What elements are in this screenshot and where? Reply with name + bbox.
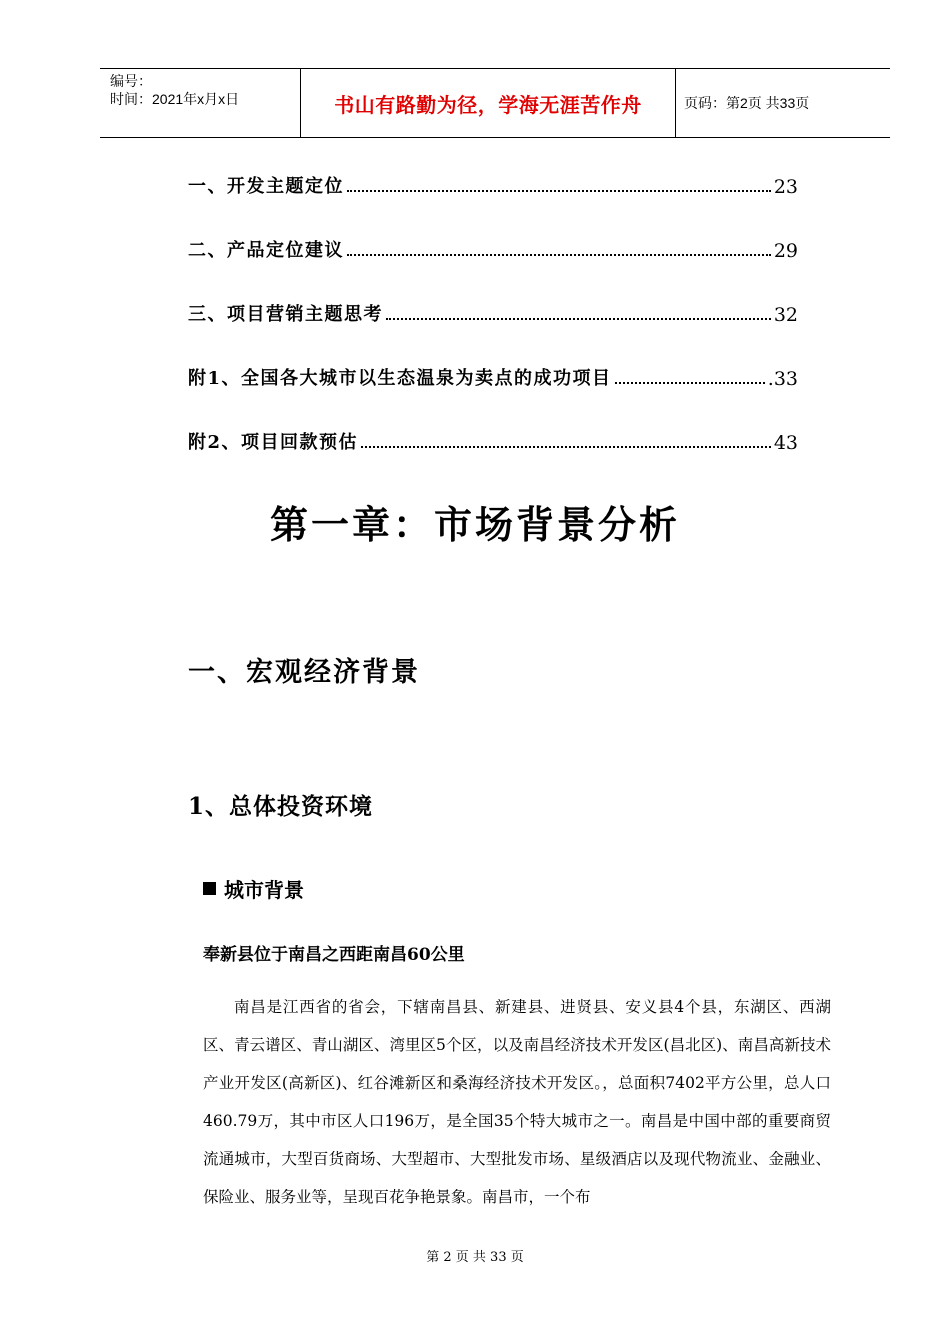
toc-entry-page: 43	[773, 432, 798, 454]
subheading: 奉新县位于南昌之西距南昌60公里	[203, 945, 465, 965]
toc-entry[interactable]	[188, 424, 798, 454]
section-heading-city-label: 城市背景	[224, 878, 304, 902]
toc-entry-label: 二、产品定位建议	[188, 240, 344, 261]
toc-entry-label: 三、项目营销主题思考	[188, 304, 383, 325]
toc-leader-dots	[347, 253, 771, 256]
header-motto-cell	[301, 69, 676, 137]
toc-leader-dots	[386, 317, 771, 320]
toc-entry[interactable]	[188, 360, 798, 390]
page-footer: 第 2 页 共 33 页	[426, 1250, 524, 1265]
toc-entry-label: 一、开发主题定位	[188, 176, 344, 197]
time-label: 时间：2021年x月x日	[110, 91, 240, 107]
chapter-title: 第一章：市场背景分析	[269, 502, 680, 547]
toc-entry-page: 23	[773, 176, 798, 198]
code-label: 编号：	[110, 73, 152, 89]
toc-leader-dots	[361, 445, 771, 448]
section-heading-city	[203, 874, 304, 903]
toc-entry-label: 附1、全国各大城市以生态温泉为卖点的成功项目	[188, 368, 612, 389]
motto-text: 书山有路勤为径，学海无涯苦作舟	[334, 92, 642, 117]
toc-entry-page: 29	[773, 240, 798, 262]
toc-entry[interactable]	[188, 232, 798, 262]
toc-leader-dots	[347, 189, 771, 192]
header-meta-cell	[100, 69, 301, 137]
toc-entry-label: 附2、项目回款预估	[188, 432, 359, 453]
page-info: 页码：第2页 共33页	[684, 95, 810, 111]
header-page-cell	[676, 69, 890, 137]
toc-leader-dots	[615, 381, 765, 384]
section-heading-investment: 1、总体投资环境	[188, 793, 374, 820]
toc-entry[interactable]	[188, 168, 798, 198]
section-heading-macro: 一、宏观经济背景	[188, 657, 420, 688]
body-paragraph: 南昌是江西省的省会，下辖南昌县、新建县、进贤县、安义县4个县，东湖区、西湖区、青云谱区、青山湖区、湾里区5个区，以及南昌经济技术开发区(昌北区)、南昌高新技术产业开发区(高新区)、红谷滩新区和桑海经济技术开发区。，总面积7402平方公里，总人口460.79万，其中市区人口196万，是全国35个特大城市之一。南昌是中国中部的重要商贸流通城市，大型百货商场、大型超市、大型批发市场、星级酒店以及现代物流业、金融业、保险业、服务业等，呈现百花争艳景象。南昌市，一个布	[203, 998, 831, 1206]
square-bullet-icon	[203, 882, 216, 895]
page-header	[100, 68, 890, 138]
toc-entry[interactable]	[188, 296, 798, 326]
toc-entry-page: 32	[773, 304, 798, 326]
toc-entry-page: .33	[767, 368, 798, 390]
